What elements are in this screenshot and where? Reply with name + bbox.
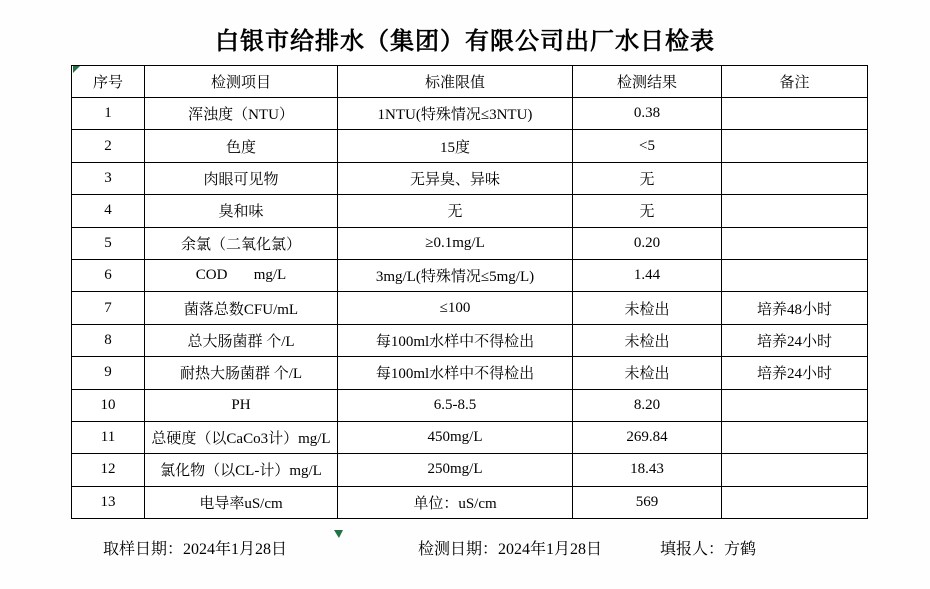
cell-no: 11 <box>72 421 145 453</box>
cell-limit: 450mg/L <box>338 421 573 453</box>
table-row <box>72 357 868 389</box>
col-header-note: 备注 <box>722 66 868 98</box>
testing-date: 检测日期：2024年1月28日 <box>418 541 603 558</box>
cell-limit: 1NTU(特殊情况≤3NTU) <box>338 98 573 130</box>
cell-note <box>722 454 868 486</box>
cell-note: 培养24小时 <box>722 324 868 356</box>
table-row <box>72 324 868 356</box>
cell-item: 余氯（二氧化氯） <box>145 227 338 259</box>
cell-no: 3 <box>72 162 145 194</box>
cell-limit: 单位：uS/cm <box>338 486 573 518</box>
cell-result: 269.84 <box>573 421 722 453</box>
cell-note: 培养48小时 <box>722 292 868 324</box>
cell-note <box>722 259 868 291</box>
col-header-no: 序号 <box>72 66 145 98</box>
table-row <box>72 162 868 194</box>
cell-result: 无 <box>573 195 722 227</box>
cell-result: 569 <box>573 486 722 518</box>
cell-item: 色度 <box>145 130 338 162</box>
table-row <box>72 454 868 486</box>
cell-note <box>722 486 868 518</box>
sampling-date: 取样日期：2024年1月28日 <box>103 541 288 558</box>
cell-limit: 无异臭、异味 <box>338 162 573 194</box>
cell-result: 1.44 <box>573 259 722 291</box>
cell-limit: 15度 <box>338 130 573 162</box>
cell-item: 耐热大肠菌群 个/L <box>145 357 338 389</box>
table-row <box>72 98 868 130</box>
table-row <box>72 389 868 421</box>
cell-item: 浑浊度（NTU） <box>145 98 338 130</box>
cell-item: 氯化物（以CL-计）mg/L <box>145 454 338 486</box>
cell-item: 总硬度（以CaCo3计）mg/L <box>145 421 338 453</box>
cell-item: PH <box>145 389 338 421</box>
cell-note: 培养24小时 <box>722 357 868 389</box>
col-header-result: 检测结果 <box>573 66 722 98</box>
cell-no: 9 <box>72 357 145 389</box>
cell-limit: 每100ml水样中不得检出 <box>338 357 573 389</box>
cell-limit: 6.5-8.5 <box>338 389 573 421</box>
cell-item: 电导率uS/cm <box>145 486 338 518</box>
cell-no: 6 <box>72 259 145 291</box>
table-row <box>72 486 868 518</box>
cell-result: 8.20 <box>573 389 722 421</box>
cell-note <box>722 421 868 453</box>
cell-no: 12 <box>72 454 145 486</box>
cell-item: 菌落总数CFU/mL <box>145 292 338 324</box>
table-row <box>72 421 868 453</box>
cell-no: 8 <box>72 324 145 356</box>
table-row <box>72 259 868 291</box>
cell-note <box>722 162 868 194</box>
cell-result: 未检出 <box>573 292 722 324</box>
cell-item: 臭和味 <box>145 195 338 227</box>
cell-result: 未检出 <box>573 357 722 389</box>
col-header-limit: 标准限值 <box>338 66 573 98</box>
cell-result: 0.20 <box>573 227 722 259</box>
table-row <box>72 195 868 227</box>
cell-item: COD mg/L <box>145 259 338 291</box>
cell-result: <5 <box>573 130 722 162</box>
cell-result: 18.43 <box>573 454 722 486</box>
cell-note <box>722 130 868 162</box>
cell-item: 总大肠菌群 个/L <box>145 324 338 356</box>
reporter-name: 填报人：方鹤 <box>660 541 757 558</box>
table-header-row <box>72 66 868 98</box>
cell-limit: 3mg/L(特殊情况≤5mg/L) <box>338 259 573 291</box>
cell-no: 2 <box>72 130 145 162</box>
cell-item: 肉眼可见物 <box>145 162 338 194</box>
cell-no: 5 <box>72 227 145 259</box>
cell-limit: ≥0.1mg/L <box>338 227 573 259</box>
cell-note <box>722 98 868 130</box>
cell-no: 10 <box>72 389 145 421</box>
cell-result: 未检出 <box>573 324 722 356</box>
cell-note <box>722 227 868 259</box>
footer <box>0 536 930 558</box>
cell-no: 7 <box>72 292 145 324</box>
cell-limit: 每100ml水样中不得检出 <box>338 324 573 356</box>
table-row <box>72 227 868 259</box>
page-title: 白银市给排水（集团）有限公司出厂水日检表 <box>215 28 715 55</box>
cell-note <box>722 195 868 227</box>
table-row <box>72 130 868 162</box>
cell-no: 13 <box>72 486 145 518</box>
table-row <box>72 292 868 324</box>
cell-limit: 无 <box>338 195 573 227</box>
cell-note <box>722 389 868 421</box>
cell-limit: ≤100 <box>338 292 573 324</box>
cell-no: 1 <box>72 98 145 130</box>
inspection-table <box>71 65 868 519</box>
cell-result: 0.38 <box>573 98 722 130</box>
cell-limit: 250mg/L <box>338 454 573 486</box>
cell-result: 无 <box>573 162 722 194</box>
col-header-item: 检测项目 <box>145 66 338 98</box>
cell-no: 4 <box>72 195 145 227</box>
